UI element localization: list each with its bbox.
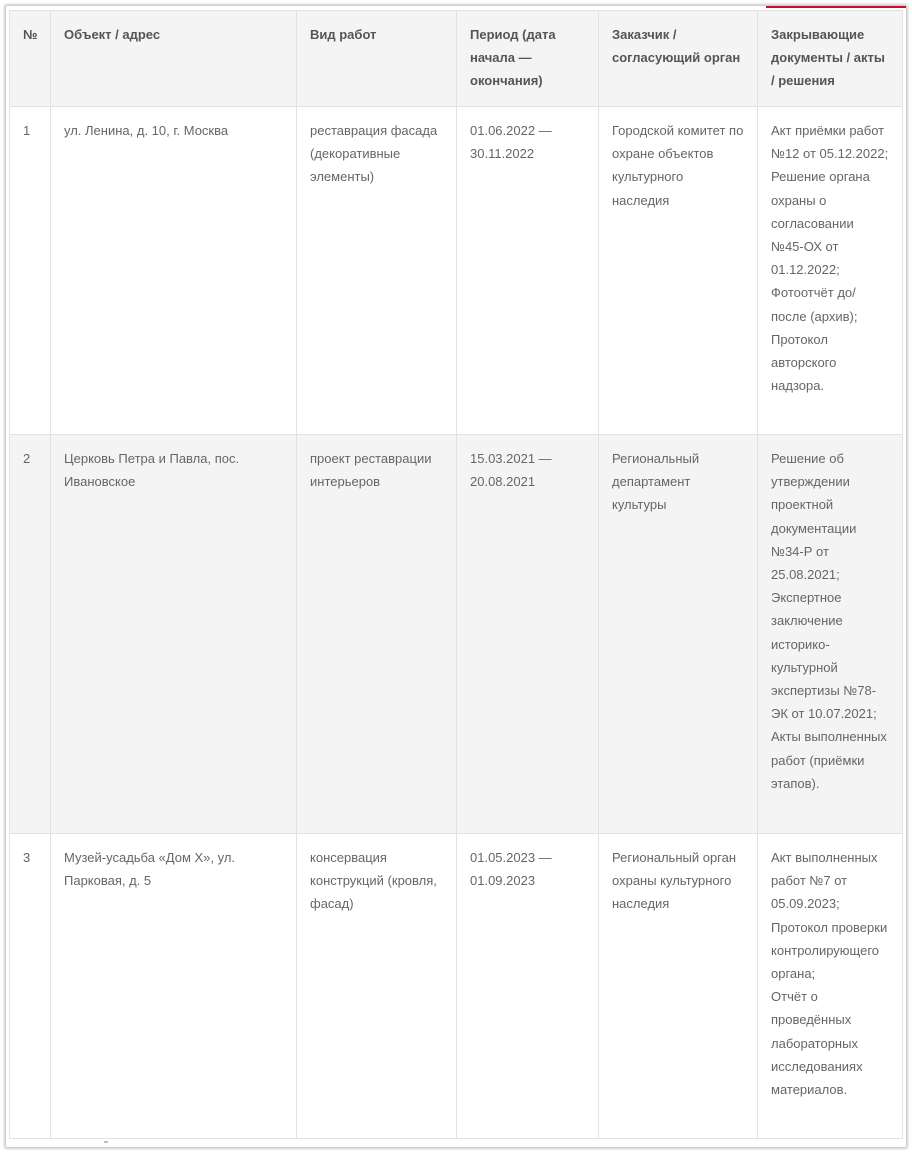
cell-documents <box>758 834 903 1139</box>
document-entry: Решение об утверждении проектной документации №34-Р от 25.08.2021; <box>771 451 857 583</box>
header-customer: Заказчик / согласующий орган <box>599 11 758 107</box>
document-entry: Решение органа охраны о согласовании №45-ОХ от 01.12.2022; <box>771 169 870 278</box>
cell-customer: Региональный департамент культуры <box>599 435 758 834</box>
cell-period: 01.05.2023 — 01.09.2023 <box>457 834 599 1139</box>
cell-documents <box>758 107 903 435</box>
cell-object: Музей-усадьба «Дом Х», ул. Парковая, д. 5 <box>51 834 297 1139</box>
document-entry: Акты выполненных работ (приёмки этапов). <box>771 729 887 791</box>
table-header-row <box>10 11 903 107</box>
header-object: Объект / адрес <box>51 11 297 107</box>
document-entry: Протокол проверки контролирующего органа; <box>771 919 888 982</box>
cell-work-type: консервация конструкций (кровля, фасад) <box>297 834 457 1139</box>
cell-object: Церковь Петра и Павла, пос. Ивановское <box>51 435 297 834</box>
document-frame <box>5 5 907 1148</box>
document-entry: Отчёт о проведённых лабораторных исследованиях материалов. <box>771 989 863 1098</box>
header-period: Период (дата начала — окончания) <box>457 11 599 107</box>
table-row <box>10 107 903 435</box>
table-row <box>10 435 903 834</box>
cell-number: 1 <box>10 107 51 435</box>
header-work-type: Вид работ <box>297 11 457 107</box>
document-entry: Акт выполненных работ №7 от 05.09.2023; <box>771 850 878 912</box>
document-entry: Экспертное заключение историко-культурной экспертизы №78-ЭК от 10.07.2021; <box>771 590 877 722</box>
cell-customer: Региональный орган охраны культурного наследия <box>599 834 758 1139</box>
document-entry: Акт приёмки работ №12 от 05.12.2022; <box>771 123 889 162</box>
cell-object: ул. Ленина, д. 10, г. Москва <box>51 107 297 435</box>
header-number: № <box>10 11 51 107</box>
works-table <box>9 10 903 1139</box>
header-documents: Закрывающие документы / акты / решения <box>758 11 903 107</box>
cell-work-type: реставрация фасада (декоративные элементы) <box>297 107 457 435</box>
cell-documents <box>758 435 903 834</box>
document-entry: Протокол авторского надзора. <box>771 331 837 394</box>
accent-bar <box>766 6 906 8</box>
cell-work-type: проект реставрации интерьеров <box>297 435 457 834</box>
cell-number: 3 <box>10 834 51 1139</box>
cell-number: 2 <box>10 435 51 834</box>
table-row <box>10 834 903 1139</box>
cell-period: 15.03.2021 — 20.08.2021 <box>457 435 599 834</box>
cell-customer: Городской комитет по охране объектов культурного наследия <box>599 107 758 435</box>
page-edge-mark <box>104 1141 108 1143</box>
cell-period: 01.06.2022 — 30.11.2022 <box>457 107 599 435</box>
document-entry: Фотоотчёт до/после (архив); <box>771 285 858 324</box>
